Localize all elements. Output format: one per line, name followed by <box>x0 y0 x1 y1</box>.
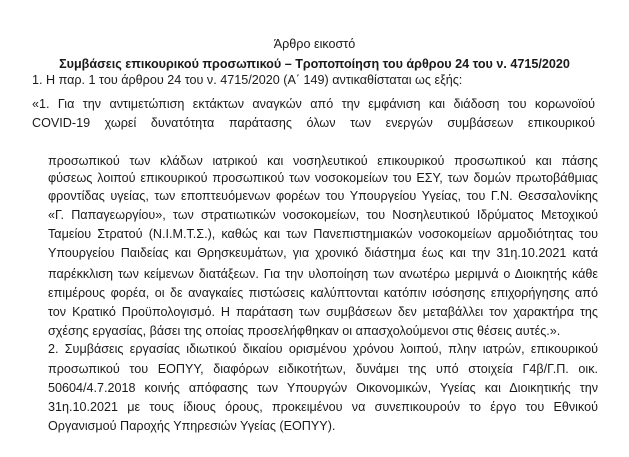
paragraph-line: «1. Για την αντιμετώπιση εκτάκτων αναγκών από την εμφάνιση και διάδοση του κορωνοϊού <box>32 97 595 111</box>
paragraph-line: 50604/4.7.2018 κοινής απόφασης των Υπουργών Οικονομικών, Υγείας και Διοικητικής την <box>48 381 598 395</box>
paragraph-line: προσωπικού των κλάδων ιατρικού και νοσηλευτικού επικουρικού προσωπικού και πάσης <box>48 154 598 168</box>
paragraph-line: τον Κρατικό Προϋπολογισμό. Η παράταση των συμβάσεων δεν μεταβάλλει τον χαρακτήρα της <box>48 305 598 319</box>
paragraph-line: Υπουργείου Παιδείας και Θρησκευμάτων, για χρονικό διάστημα έως και την 31η.10.2021 κατά <box>48 246 598 260</box>
paragraph-line: επιμέρους φορέα, οι δε αναγκαίες πιστώσεις καλύπτονται κατόπιν ισόσησης επιχορήγησης από <box>48 286 598 300</box>
paragraph-line: Οργανισμού Παροχής Υπηρεσιών Υγείας (ΕΟΠΥΥ). <box>48 419 336 433</box>
paragraph-line: προσωπικού του ΕΟΠΥΥ, διαφόρων ειδικοτήτων, δυνάμει της υπό στοιχεία Γ4β/Γ.Π. οικ. <box>48 362 598 376</box>
article-heading: Άρθρο εικοστό <box>273 37 356 51</box>
paragraph-line: σχέσης εργασίας, βάσει της οποίας προσελήφθηκαν οι απασχολούμενοι στις θέσεις αυτές.». <box>48 324 561 338</box>
paragraph-line: 1. Η παρ. 1 του άρθρου 24 του ν. 4715/2020 (Α΄ 149) αντικαθίσταται ως εξής: <box>32 73 463 87</box>
paragraph-line: Ταμείου Στρατού (Ν.Ι.Μ.Τ.Σ.), καθώς και των Πανεπιστημιακών νοσοκομείων αρμοδιότητας του <box>48 227 598 241</box>
paragraph-line: παρέκκλιση των κείμενων διατάξεων. Για την υλοποίηση των ανωτέρω μεριμνά ο Διοικητής κάθε <box>48 267 598 281</box>
paragraph-line: 31η.10.2021 με τους ίδιους όρους, προκειμένου να συνεπικουρούν το έργο του Εθνικού <box>48 400 598 414</box>
paragraph-line: «Γ. Παπαγεωργίου», των στρατιωτικών νοσοκομείων, του Νοσηλευτικού Ιδρύματος Μετοχικού <box>48 208 598 222</box>
paragraph-line: 2. Συμβάσεις εργασίας ιδιωτικού δικαίου ορισμένου χρόνου λοιπού, πλην ιατρών, επικουρικού <box>48 342 598 356</box>
paragraph-line: COVID-19 χωρεί δυνατότητα παράτασης όλων των ενεργών συμβάσεων επικουρικού <box>32 116 595 130</box>
paragraph-line: φύσεως λοιπού επικουρικού προσωπικού των νοσοκομείων του ΕΣΥ, των δομών πρωτοβάθμιας <box>48 171 598 185</box>
paragraph-line: φροντίδας υγείας, των εποπτευόμενων φορέων του Υπουργείου Υγείας, του Γ.Ν. Θεσσαλονίκης <box>48 189 598 203</box>
article-subheading: Συμβάσεις επικουρικού προσωπικού – Τροποποίηση του άρθρου 24 του ν. 4715/2020 <box>59 57 570 71</box>
